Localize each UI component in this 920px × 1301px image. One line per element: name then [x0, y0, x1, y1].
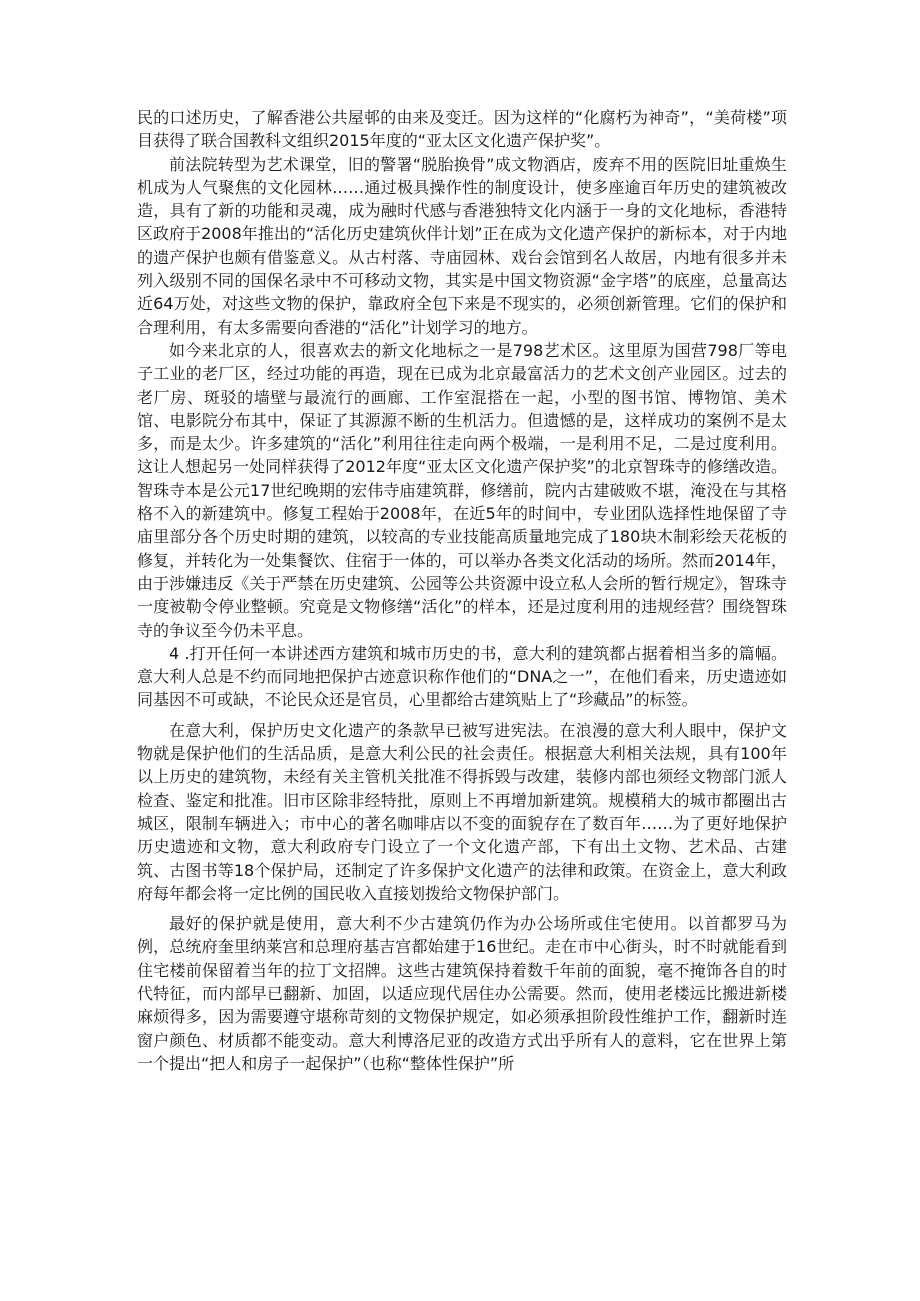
paragraph-5: 在意大利，保护历史文化遗产的条款早已被写进宪法。在浪漫的意大利人眼中，保护文物就是保护他们的生活品质，是意大利公民的社会责任。根据意大利相关法规，具有100年以上历史的建筑物，未经有关主管机关批准不得拆毁与改建，装修内部也须经文物部门派人检查、鉴定和批准。旧市区除非经特批，原则上不再增加新建筑。规模稍大的城市都圈出古城区，限制车辆进入；市中心的著名咖啡店以不变的面貌存在了数百年……为了更好地保护历史遗迹和文物，意大利政府专门设立了一个文化遗产部，下有出土文物、艺术品、古建筑、古图书等18个保护局，还制定了许多保护文化遗产的法律和政策。在资金上，意大利政府每年都会将一定比例的国民收入直接划拨给文物保护部门。 [137, 720, 787, 903]
paragraph-6: 最好的保护就是使用，意大利不少古建筑仍作为办公场所或住宅使用。以首都罗马为例，总统府奎里纳莱宫和总理府基吉宫都始建于16世纪。走在市中心街头，时不时就能看到住宅楼前保留着当年的拉丁文招牌。这些古建筑保持着数千年前的面貌，毫不掩饰各自的时代特征，而内部早已翻新、加固，以适应现代居住办公需要。然而，使用老楼远比搬进新楼麻烦得多，因为需要遵守堪称苛刻的文物保护规定，如必须承担阶段性维护工作，翻新时连窗户颜色、材质都不能变动。意大利博洛尼亚的改造方式出乎所有人的意料，它在世界上第一个提出“把人和房子一起保护”（也称“整体性保护”所 [137, 914, 787, 1073]
paragraph-3: 如今来北京的人，很喜欢去的新文化地标之一是798艺术区。这里原为国营798厂等电子工业的老厂区，经过功能的再造，现在已成为北京最富活力的艺术文创产业园区。过去的老厂房、斑驳的墙壁与最流行的画廊、工作室混搭在一起，小型的图书馆、博物馆、美术馆、电影院分布其中，保证了其源源不断的生机活力。但遗憾的是，这样成功的案例不是太多，而是太少。许多建筑的“活化”利用往往走向两个极端，一是利用不足，二是过度利用。这让人想起另一处同样获得了2012年度“亚太区文化遗产保护奖”的北京智珠寺的修缮改造。智珠寺本是公元17世纪晚期的宏伟寺庙建筑群，修缮前，院内古建破败不堪，淹没在与其格格不入的新建筑中。修复工程始于2008年，在近5年的时间中，专业团队选择性地保留了寺庙里部分各个历史时期的建筑，以较高的专业技能高质量地完成了180块木制彩绘天花板的修复，并转化为一处集餐饮、住宿于一体的，可以举办各类文化活动的场所。然而2014年，由于涉嫌违反《关于严禁在历史建筑、公园等公共资源中设立私人会所的暂行规定》，智珠寺一度被勒令停业整顿。究竟是文物修缮“活化”的样本，还是过度利用的违规经营？围绕智珠寺的争议至今仍未平息。 [137, 340, 787, 640]
paragraph-1: 民的口述历史，了解香港公共屋邨的由来及变迁。因为这样的“化腐朽为神奇”，“美荷楼”项目获得了联合国教科文组织2015年度的“亚太区文化遗产保护奖”。 [137, 108, 787, 151]
paragraph-4: 4 .打开任何一本讲述西方建筑和城市历史的书，意大利的建筑都占据着相当多的篇幅。意大利人总是不约而同地把保护古迹意识称作他们的“DNA之一”，在他们看来，历史遗迹如同基因不可或缺，不论民众还是官员，心里都给古建筑贴上了“珍藏品”的标签。 [137, 643, 787, 710]
paragraph-2: 前法院转型为艺术课堂，旧的警署“脱胎换骨”成文物酒店，废弃不用的医院旧址重焕生机成为人气聚焦的文化园林……通过极具操作性的制度设计，使多座逾百年历史的建筑被改造，具有了新的功能和灵魂，成为融时代感与香港独特文化内涵于一身的文化地标，香港特区政府于2008年推出的“活化历史建筑伙伴计划”正在成为文化遗产保护的新标本，对于内地的遗产保护也颇有借鉴意义。从古村落、寺庙园林、戏台会馆到名人故居，内地有很多并未列入级别不同的国保名录中不可移动文物，其实是中国文物资源“金字塔”的底座，总量高达近64万处，对这些文物的保护，靠政府全包下来是不现实的，必须创新管理。它们的保护和合理利用，有太多需要向香港的“活化”计划学习的地方。 [137, 154, 787, 337]
article-body [137, 106, 787, 1075]
